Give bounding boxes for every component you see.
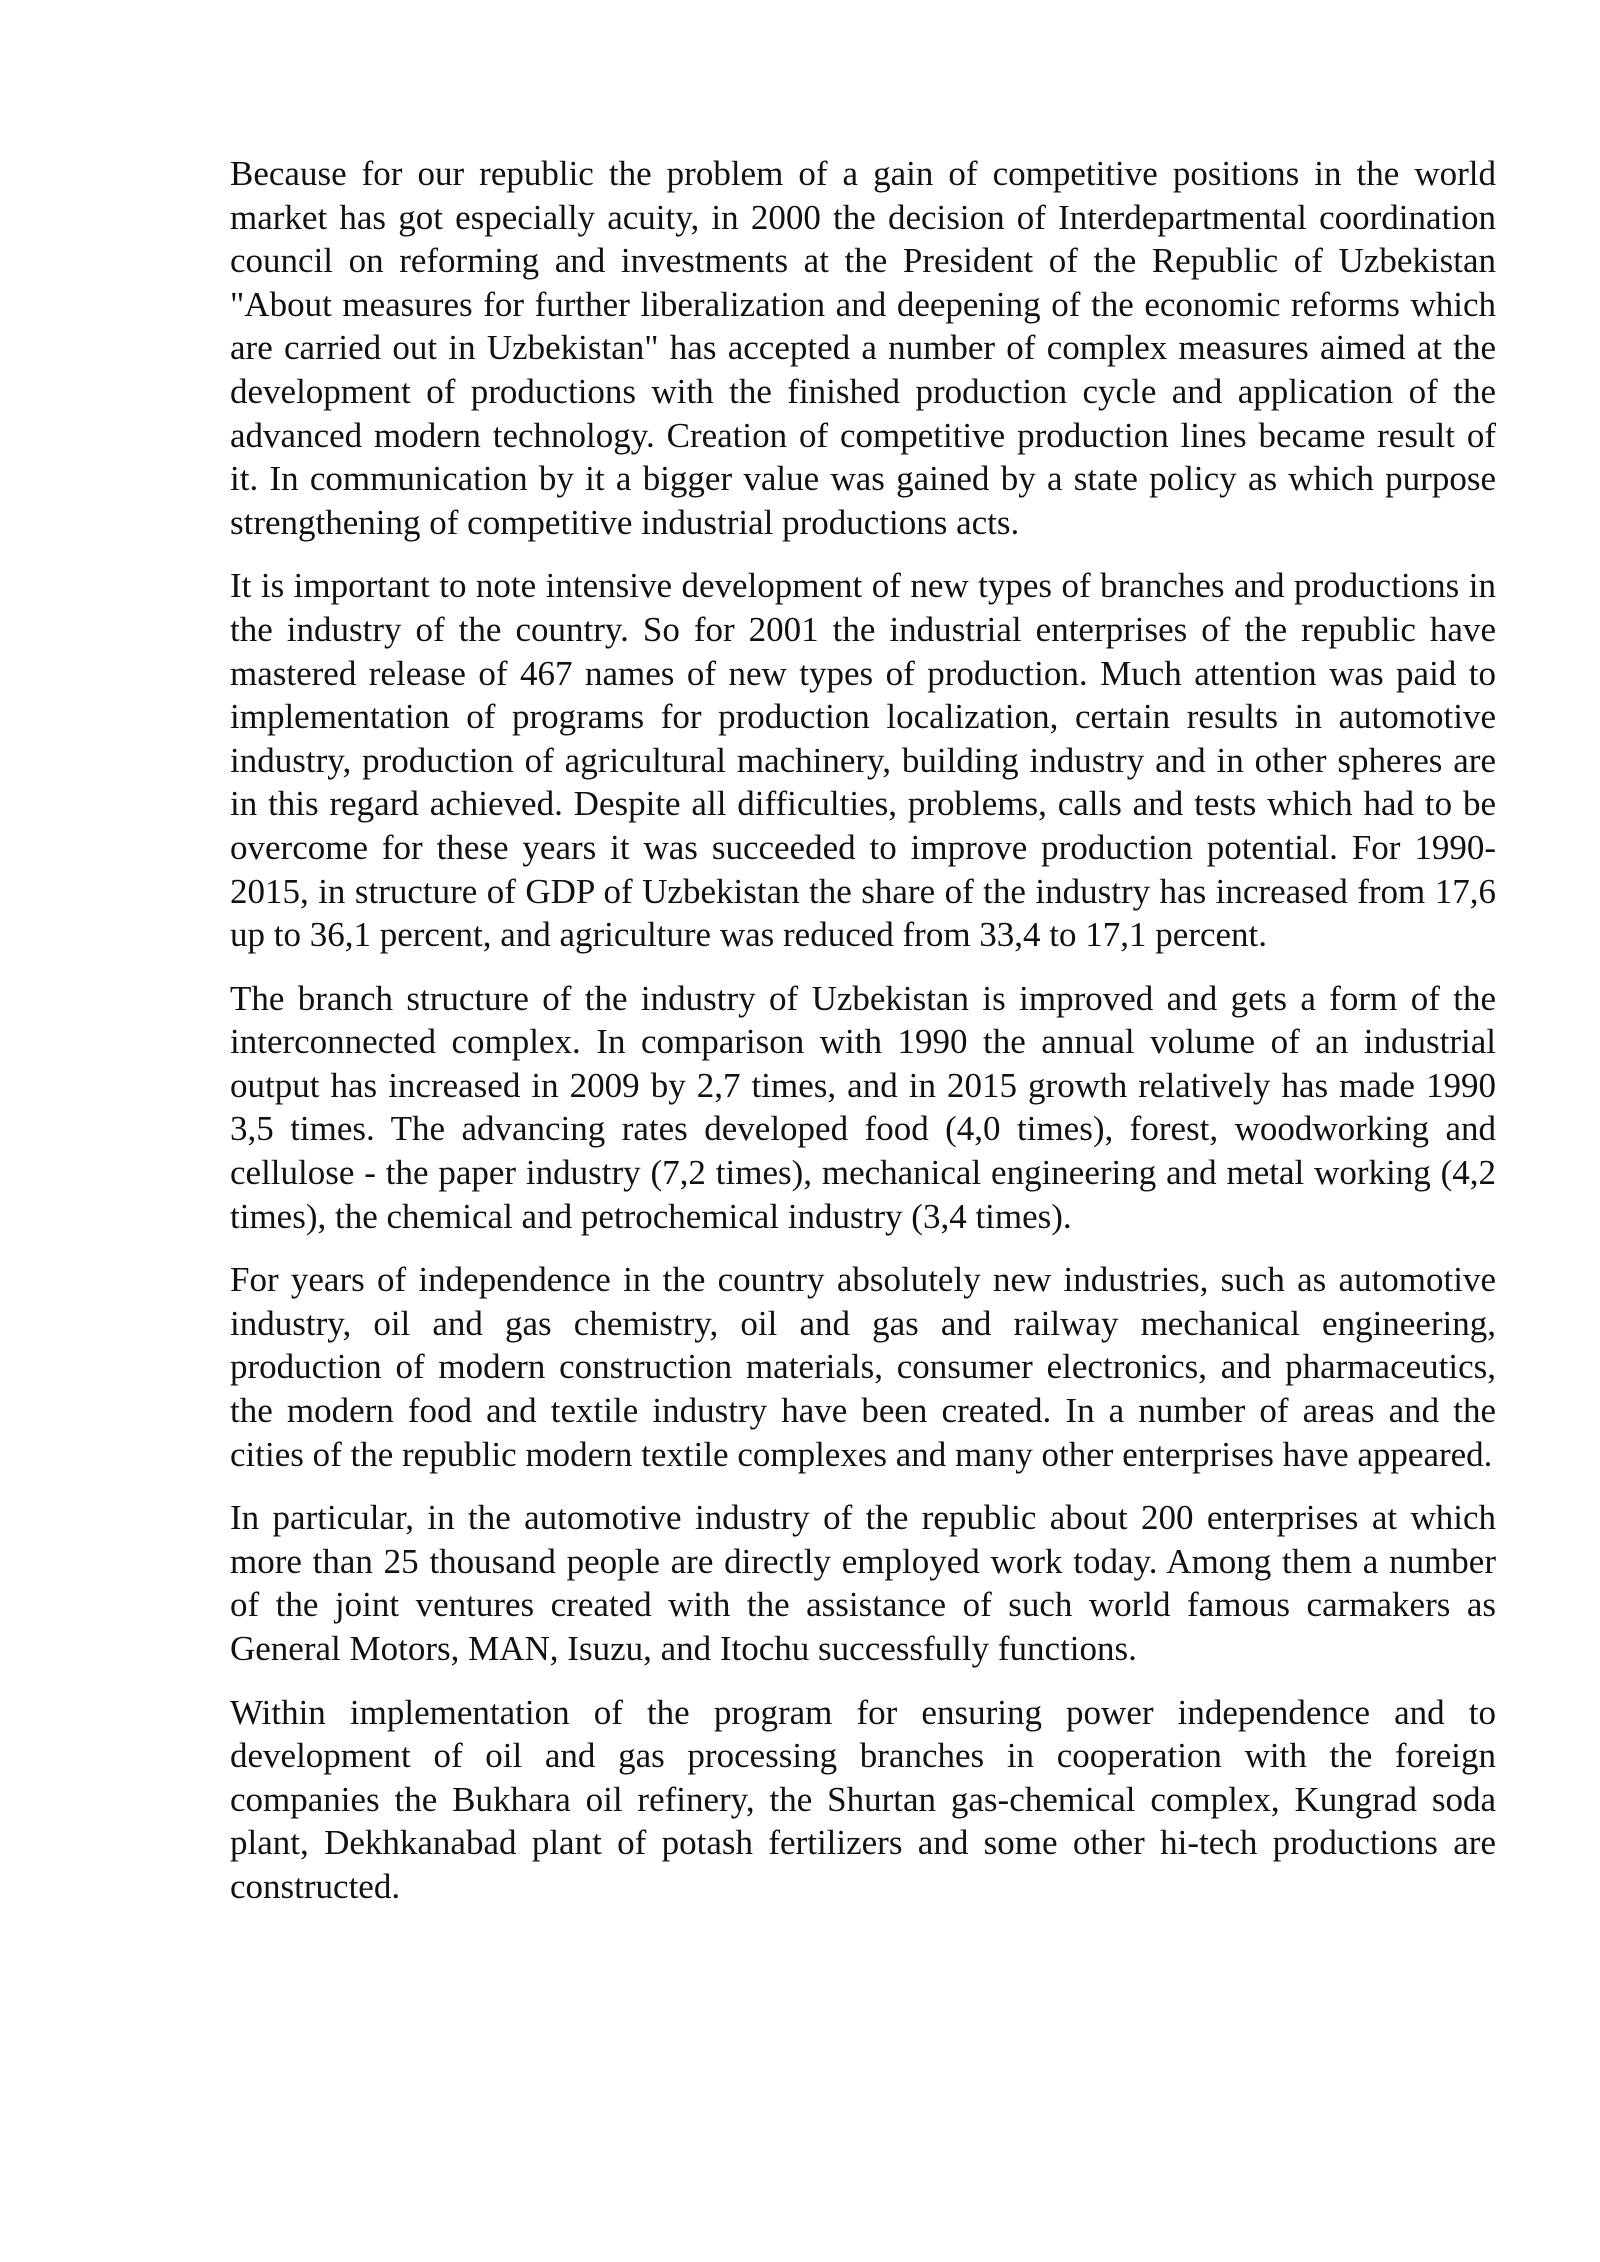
paragraph-2: It is important to note intensive development of new types of branches and productions in the industry of the country. So for 2001 the industrial enterprises of the republic have mastered release of 467 names of new types of production. Much attention was paid to implementation of programs for production localization, certain results in automotive industry, production of agricultural machinery, building industry and in other spheres are in this regard achieved. Despite all difficulties, problems, calls and tests which had to be overcome for these years it was succeeded to improve production potential. For 1990-2015, in structure of GDP of Uzbekistan the share of the industry has increased from 17,6 up to 36,1 percent, and agriculture was reduced from 33,4 to 17,1 percent. [230, 566, 1496, 955]
paragraph-4: For years of independence in the country absolutely new industries, such as automotive industry, oil and gas chemistry, oil and gas and railway mechanical engineering, production of modern construction materials, consumer electronics, and pharmaceutics, the modern food and textile industry have been created. In a number of areas and the cities of the republic modern textile complexes and many other enterprises have appeared. [230, 1260, 1496, 1474]
paragraph-5: In particular, in the automotive industry of the republic about 200 enterprises at which more than 25 thousand people are directly employed work today. Among them a number of the joint ventures created with the assistance of such world famous carmakers as General Motors, MAN, Isuzu, and Itochu successfully functions. [230, 1498, 1496, 1668]
paragraph-6: Within implementation of the program for ensuring power independence and to development of oil and gas processing branches in cooperation with the foreign companies the Bukhara oil refinery, the Shurtan gas-chemical complex, Kungrad soda plant, Dekhkanabad plant of potash fertilizers and some other hi-tech productions are constructed. [230, 1692, 1496, 1906]
document-body [230, 152, 1496, 1929]
paragraph-3: The branch structure of the industry of Uzbekistan is improved and gets a form of the interconnected complex. In comparison with 1990 the annual volume of an industrial output has increased in 2009 by 2,7 times, and in 2015 growth relatively has made 1990 3,5 times. The advancing rates developed food (4,0 times), forest, woodworking and cellulose - the paper industry (7,2 times), mechanical engineering and metal working (4,2 times), the chemical and petrochemical industry (3,4 times). [230, 978, 1496, 1236]
paragraph-1: Because for our republic the problem of a gain of competitive positions in the world market has got especially acuity, in 2000 the decision of Interdepartmental coordination council on reforming and investments at the President of the Republic of Uzbekistan "About measures for further liberalization and deepening of the economic reforms which are carried out in Uzbekistan" has accepted a number of complex measures aimed at the development of productions with the finished production cycle and application of the advanced modern technology. Creation of competitive production lines became result of it. In communication by it a bigger value was gained by a state policy as which purpose strengthening of competitive industrial productions acts. [230, 154, 1496, 542]
